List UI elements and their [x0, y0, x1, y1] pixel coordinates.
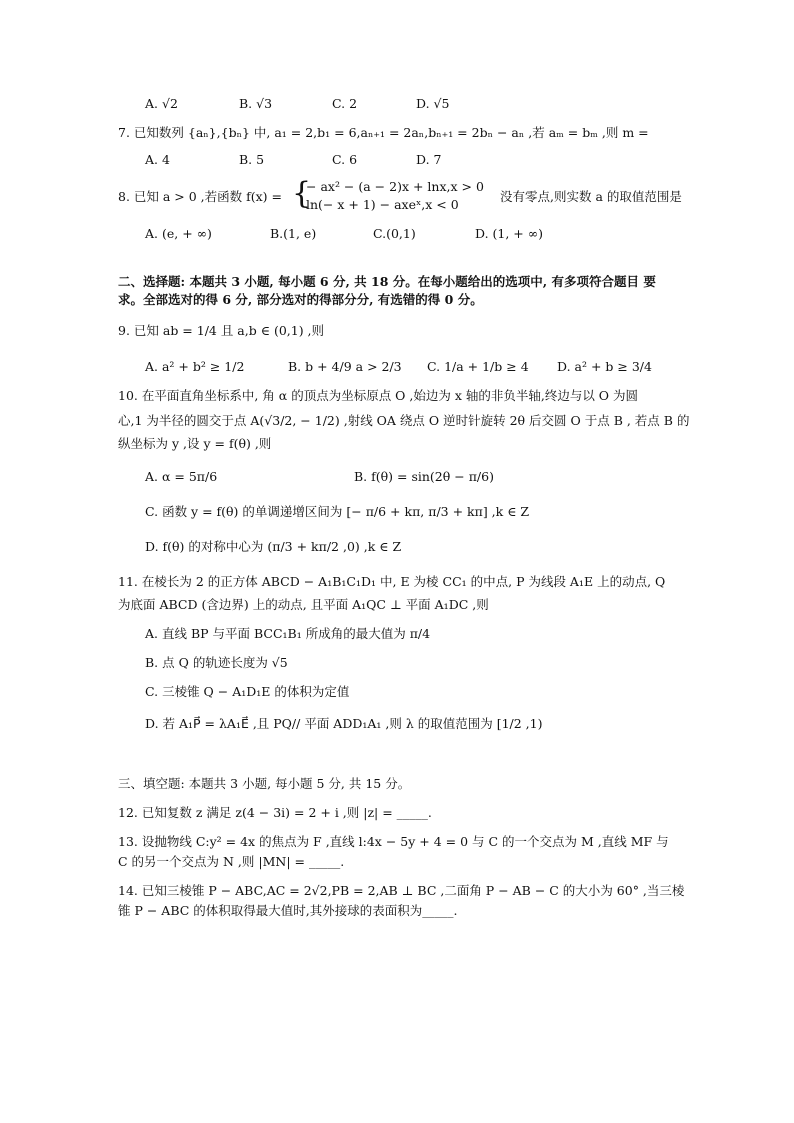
q9-option-b: B. b + 4/9 a > 2/3 [288, 359, 402, 374]
q8-stem-pre: 8. 已知 a > 0 ,若函数 f(x) = [118, 189, 282, 204]
q6-option-c: C. 2 [332, 96, 358, 111]
q11-line1: 11. 在棱长为 2 的正方体 ABCD − A₁B₁C₁D₁ 中, E 为棱 CC₁ 的中点, P 为线段 A₁E 上的动点, Q [118, 574, 666, 589]
brace-icon: { [292, 176, 312, 211]
q8-option-c: C.(0,1) [373, 226, 416, 241]
q10-line3: 纵坐标为 y ,设 y = f(θ) ,则 [118, 436, 272, 451]
q11-option-a: A. 直线 BP 与平面 BCC₁B₁ 所成角的最大值为 π/4 [145, 626, 431, 641]
q14-line2: 锥 P − ABC 的体积取得最大值时,其外接球的表面积为_____. [118, 903, 458, 918]
q7-option-b: B. 5 [239, 152, 265, 167]
q8-stem-post: 没有零点,则实数 a 的取值范围是 [500, 189, 682, 204]
q8-options [145, 225, 705, 243]
q13-line1: 13. 设抛物线 C:y² = 4x 的焦点为 F ,直线 l:4x − 5y + 4 = 0 与 C 的一个交点为 M ,直线 MF 与 [118, 834, 669, 849]
q8-option-d: D. (1, + ∞) [475, 226, 544, 241]
q10-option-b: B. f(θ) = sin(2θ − π/6) [354, 469, 494, 484]
q11-option-d: D. 若 A₁P⃗ = λA₁E⃗ ,且 PQ// 平面 ADD₁A₁ ,则 λ 的取值范围为 [1/2 ,1) [145, 716, 543, 731]
q13-line2: C 的另一个交点为 N ,则 |MN| = _____. [118, 854, 345, 869]
q11-line2: 为底面 ABCD (含边界) 上的动点, 且平面 A₁QC ⊥ 平面 A₁DC ,则 [118, 597, 489, 612]
q10-line2: 心,1 为半径的圆交于点 A(√3/2, − 1/2) ,射线 OA 绕点 O 逆时针旋转 2θ 后交圆 O 于点 B , 若点 B 的 [118, 413, 690, 428]
q9-option-a: A. a² + b² ≥ 1/2 [145, 359, 245, 374]
q8-piece-2: ln(− x + 1) − axeˣ,x < 0 [306, 197, 459, 212]
q8-piece-1: − ax² − (a − 2)x + lnx,x > 0 [306, 179, 484, 194]
q14-line1: 14. 已知三棱锥 P − ABC,AC = 2√2,PB = 2,AB ⊥ BC ,二面角 P − AB − C 的大小为 60° ,当三棱 [118, 883, 685, 898]
q12-stem: 12. 已知复数 z 满足 z(4 − 3i) = 2 + i ,则 |z| = _____. [118, 805, 432, 820]
q10-option-a: A. α = 5π/6 [145, 469, 218, 484]
section-3-heading: 三、填空题: 本题共 3 小题, 每小题 5 分, 共 15 分。 [118, 776, 411, 791]
section-2-heading-line2: 求。全部选对的得 6 分, 部分选对的得部分分, 有选错的得 0 分。 [118, 292, 483, 307]
q10-option-c: C. 函数 y = f(θ) 的单调递增区间为 [− π/6 + kπ, π/3 + kπ] ,k ∈ Z [145, 504, 530, 519]
q11-option-b: B. 点 Q 的轨迹长度为 √5 [145, 655, 288, 670]
q10-line1: 10. 在平面直角坐标系中, 角 α 的顶点为坐标原点 O ,始边为 x 轴的非负半轴,终边与以 O 为圆 [118, 388, 639, 403]
q6-options [145, 95, 705, 113]
q9-option-d: D. a² + b ≥ 3/4 [557, 359, 652, 374]
q10-option-d: D. f(θ) 的对称中心为 (π/3 + kπ/2 ,0) ,k ∈ Z [145, 539, 402, 554]
q8-option-a: A. (e, + ∞) [145, 226, 212, 241]
q9-option-c: C. 1/a + 1/b ≥ 4 [427, 359, 529, 374]
q7-option-d: D. 7 [416, 152, 442, 167]
q6-option-b: B. √3 [239, 96, 273, 111]
q6-option-d: D. √5 [416, 96, 450, 111]
q9-options [145, 358, 705, 376]
q6-option-a: A. √2 [145, 96, 178, 111]
q7-option-a: A. 4 [145, 152, 170, 167]
q11-option-c: C. 三棱锥 Q − A₁D₁E 的体积为定值 [145, 684, 350, 699]
q7-options [145, 151, 705, 169]
q9-stem: 9. 已知 ab = 1/4 且 a,b ∈ (0,1) ,则 [118, 323, 325, 338]
q8-option-b: B.(1, e) [270, 226, 317, 241]
q7-stem: 7. 已知数列 {aₙ},{bₙ} 中, a₁ = 2,b₁ = 6,aₙ₊₁ = 2aₙ,bₙ₊₁ = 2bₙ − aₙ ,若 aₘ = bₘ ,则 m = [118, 125, 649, 140]
q7-option-c: C. 6 [332, 152, 358, 167]
section-2-heading-line1: 二、选择题: 本题共 3 小题, 每小题 6 分, 共 18 分。在每小题给出的选项中, 有多项符合题目 要 [118, 274, 656, 289]
